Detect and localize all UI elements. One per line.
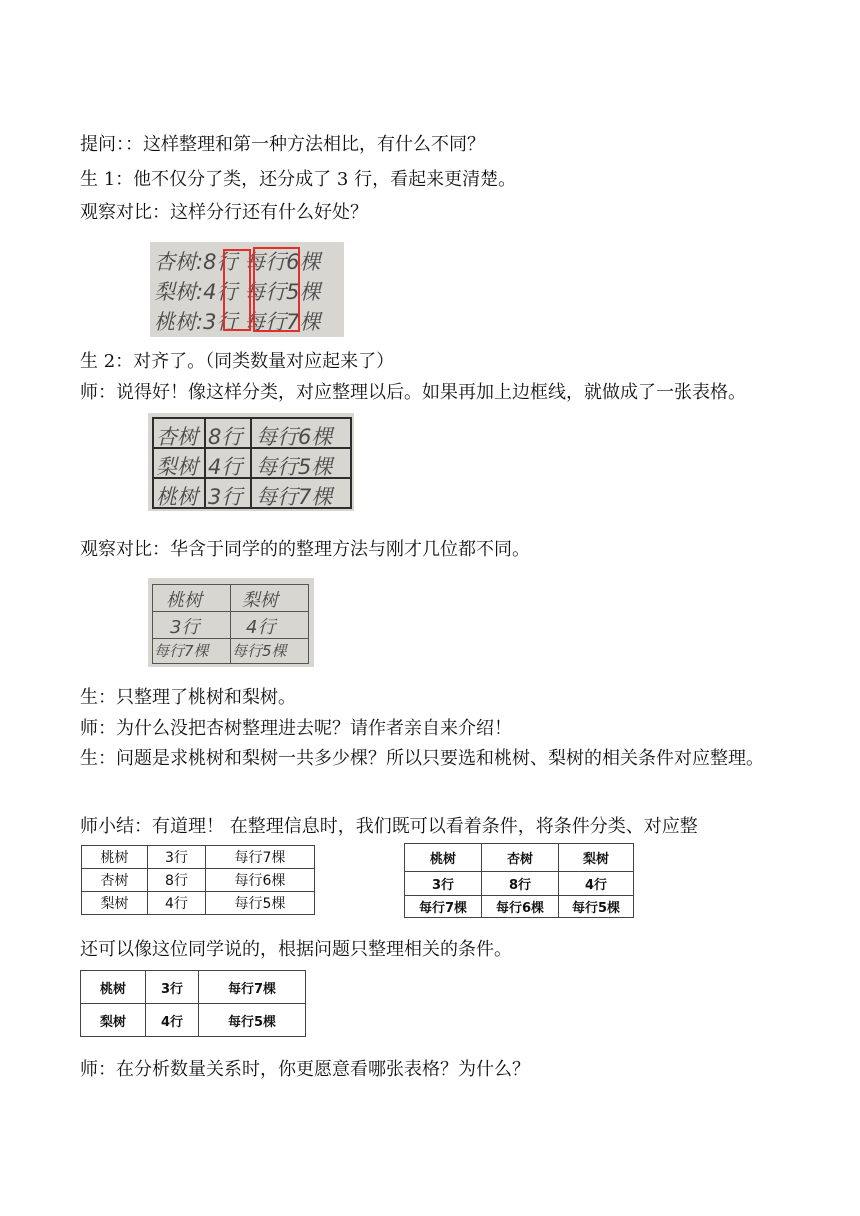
paragraph-teacher1: 师：说得好！像这样分类，对应整理以后。如果再加上边框线，就做成了一张表格。 [80,382,746,403]
table-cell: 3行 [148,846,206,869]
table-cell: 每行5棵 [559,896,634,918]
red-highlight-box [223,249,251,331]
table-cell: 梨树 [82,892,148,915]
handwriting-cell: 每行5棵 [232,642,287,660]
handwriting-cell: 3行 [208,485,243,509]
table-row [81,1004,306,1037]
table-relevant [80,970,306,1037]
table-cell: 梨树 [81,1004,146,1037]
paragraph-summary: 师小结：有道理！ 在整理信息时，我们既可以看着条件，将条件分类、对应整 [80,816,698,837]
table-cell: 8行 [148,869,206,892]
table-horizontal [404,843,634,918]
table-cell: 4行 [148,892,206,915]
paragraph-observe2: 观察对比：华含于同学的的整理方法与刚才几位都不同。 [80,539,530,560]
paragraph-student4: 生：问题是求桃树和梨树一共多少棵？所以只要选和桃树、梨树的相关条件对应整理。 [80,748,764,769]
table-row [82,846,315,869]
table-cell: 每行7棵 [199,971,306,1004]
table-cell: 桃树 [82,846,148,869]
paragraph-question: 提问：：这样整理和第一种方法相比，有什么不同？ [80,134,485,155]
paragraph-observe1: 观察对比：这样分行还有什么好处？ [80,202,368,223]
table-cell: 4行 [146,1004,199,1037]
handwriting-photo-small-table [148,578,314,667]
table-cell: 4行 [559,872,634,896]
paragraph-student3: 生：只整理了桃树和梨树。 [80,687,296,708]
table-cell: 8行 [482,872,559,896]
table-row [405,872,634,896]
table-cell: 每行5棵 [199,1004,306,1037]
table-row [405,844,634,872]
handwriting-photo-table [148,413,354,511]
table-cell: 3行 [146,971,199,1004]
paragraph-student1: 生 1：他不仅分了类，还分成了 3 行，看起来更清楚。 [80,169,517,190]
red-highlight-box [253,247,300,332]
handwriting-line: 梨树:4行 每行5棵 [154,280,321,304]
handwriting-cell: 桃树 [156,485,198,509]
handwriting-cell: 梨树 [156,455,198,479]
handwriting-cell: 3行 [170,617,200,638]
handwriting-cell: 每行6棵 [256,425,333,449]
handwriting-line: 桃树:3行 每行7棵 [154,310,321,334]
table-cell: 每行7棵 [206,846,315,869]
table-row [405,896,634,918]
handwriting-cell: 杏树 [156,425,198,449]
table-cell: 每行5棵 [206,892,315,915]
paragraph-student2: 生 2：对齐了。（同类数量对应起来了） [80,351,395,372]
handwriting-photo-rows [150,242,344,337]
handwriting-cell: 梨树 [242,590,278,611]
table-cell: 杏树 [482,844,559,872]
paragraph-final-question: 师：在分析数量关系时，你更愿意看哪张表格？为什么？ [80,1059,530,1080]
table-cell: 梨树 [559,844,634,872]
handwriting-cell: 4行 [208,455,243,479]
table-cell: 每行6棵 [482,896,559,918]
handwriting-cell: 每行7棵 [154,642,209,660]
table-row [81,971,306,1004]
table-cell: 桃树 [81,971,146,1004]
handwriting-cell: 每行7棵 [256,485,333,509]
handwriting-line: 杏树:8行 每行6棵 [154,250,321,274]
handwriting-cell: 4行 [246,617,276,638]
table-cell: 杏树 [82,869,148,892]
table-row [82,892,315,915]
table-cell: 每行7棵 [405,896,482,918]
handwriting-cell: 桃树 [166,590,202,611]
handwriting-cell: 每行5棵 [256,455,333,479]
table-vertical [81,845,315,915]
handwriting-cell: 8行 [208,425,243,449]
table-row [82,869,315,892]
table-cell: 3行 [405,872,482,896]
paragraph-relevant: 还可以像这位同学说的，根据问题只整理相关的条件。 [80,939,512,960]
table-cell: 每行6棵 [206,869,315,892]
table-cell: 桃树 [405,844,482,872]
paragraph-teacher2: 师：为什么没把杏树整理进去呢？请作者亲自来介绍！ [80,718,512,739]
